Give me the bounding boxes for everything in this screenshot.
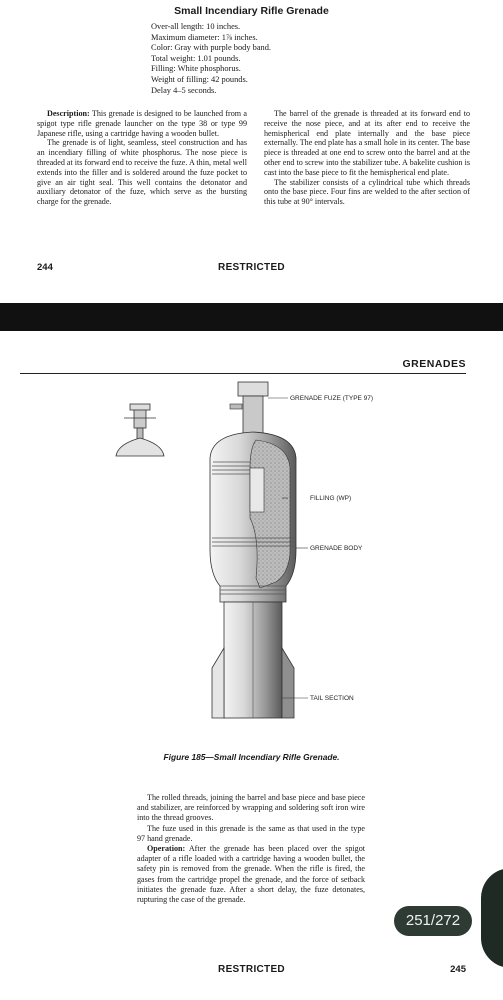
threads-paragraph: The rolled threads, joining the barrel and base piece and base piece and stabilizer, are reinforced by wrapping and soldering soft iron wire into the thread grooves.: [137, 793, 365, 823]
spec-item: Delay 4–5 seconds.: [151, 85, 217, 95]
operation-text: After the grenade has been placed over the spigot adapter of a rifle loaded with a cartridge having a wooden bullet, the safety pin is removed from the grenade. When the rifle is fired, the gases from the cartridge propel the grenade, and the force of setback initiates the grenade fuze. After a short delay, the fuze detonates, rupturing the case of the grenade.: [137, 844, 365, 905]
side-panel-tab[interactable]: [481, 868, 503, 968]
figure-caption: Figure 185—Small Incendiary Rifle Grenade.: [163, 752, 340, 762]
grenade-diagram: [110, 378, 410, 740]
left-column: [37, 109, 247, 207]
spec-item: Over-all length: 10 inches.: [151, 22, 241, 31]
page-number-left: 244: [37, 262, 53, 273]
spec-item: Weight of filling: 42 pounds.: [151, 74, 248, 84]
page-number-right: 245: [450, 964, 466, 975]
section-header: GRENADES: [402, 358, 466, 370]
spec-item: Total weight: 1.01 pounds.: [151, 53, 241, 63]
spec-item: Color: Gray with purple body band.: [151, 43, 272, 53]
operation-paragraph: [137, 844, 365, 905]
header-rule: [20, 373, 466, 374]
restricted-footer-bottom: RESTRICTED: [218, 964, 285, 975]
spec-item: Maximum diameter: 1⅞ inches.: [151, 32, 258, 42]
label-body: GRENADE BODY: [310, 545, 363, 552]
label-filling: FILLING (WP): [310, 495, 352, 502]
spec-item: Filling: White phosphorus.: [151, 64, 241, 74]
grenade-icon: [210, 382, 296, 718]
fuze-paragraph: The fuze used in this grenade is the same as that used in the type 97 hand grenade.: [137, 823, 365, 843]
page-separator: [0, 303, 503, 331]
page-title: Small Incendiary Rifle Grenade: [174, 5, 329, 17]
stabilizer-paragraph: The stabilizer consists of a cylindrical tube which threads onto the base piece. Four fins are welded to the after section of this tube at 90° intervals.: [264, 177, 470, 207]
description-lead: Description:: [47, 109, 90, 118]
description-paragraph: [37, 109, 247, 138]
spec-list: [151, 22, 271, 96]
restricted-footer-top: RESTRICTED: [218, 262, 285, 273]
bottom-column: [137, 793, 365, 905]
label-fuze: GRENADE FUZE (TYPE 97): [290, 395, 374, 402]
label-tail: TAIL SECTION: [310, 695, 354, 702]
barrel-paragraph: The barrel of the grenade is threaded at its forward end to receive the nose piece, and at its after end to receive the hemispherical end plate internally and the base piece externally. The end plate has a small hole in its center. The base piece is threaded at one end to screw onto the barrel and at the other end to screw into the stabilizer tube. A bakelite cushion is cast into the base piece to fit the hemispherical end plate.: [264, 109, 470, 177]
operation-lead: Operation:: [147, 844, 186, 854]
right-column: [264, 109, 470, 207]
description-text: This grenade is designed to be launched from a spigot type rifle grenade launcher on the type 38 or type 99 Japanese rifle, using a cartridge having a wooden bullet.: [37, 109, 247, 138]
fuze-detail-icon: [116, 404, 164, 456]
construction-paragraph: The grenade is of light, seamless, steel construction and has an incendiary filling of white phosphorus. The nose piece is threaded at its forward end to receive the fuze. A thin, metal well extends into the filler and is soldered around the fuze pocket to give an air tight seal. This well contains the detonator and auxiliary detonator of the fuze, which serve as the bursting charge for the grenade.: [37, 138, 247, 207]
page-counter-badge[interactable]: 251/272: [394, 906, 472, 936]
